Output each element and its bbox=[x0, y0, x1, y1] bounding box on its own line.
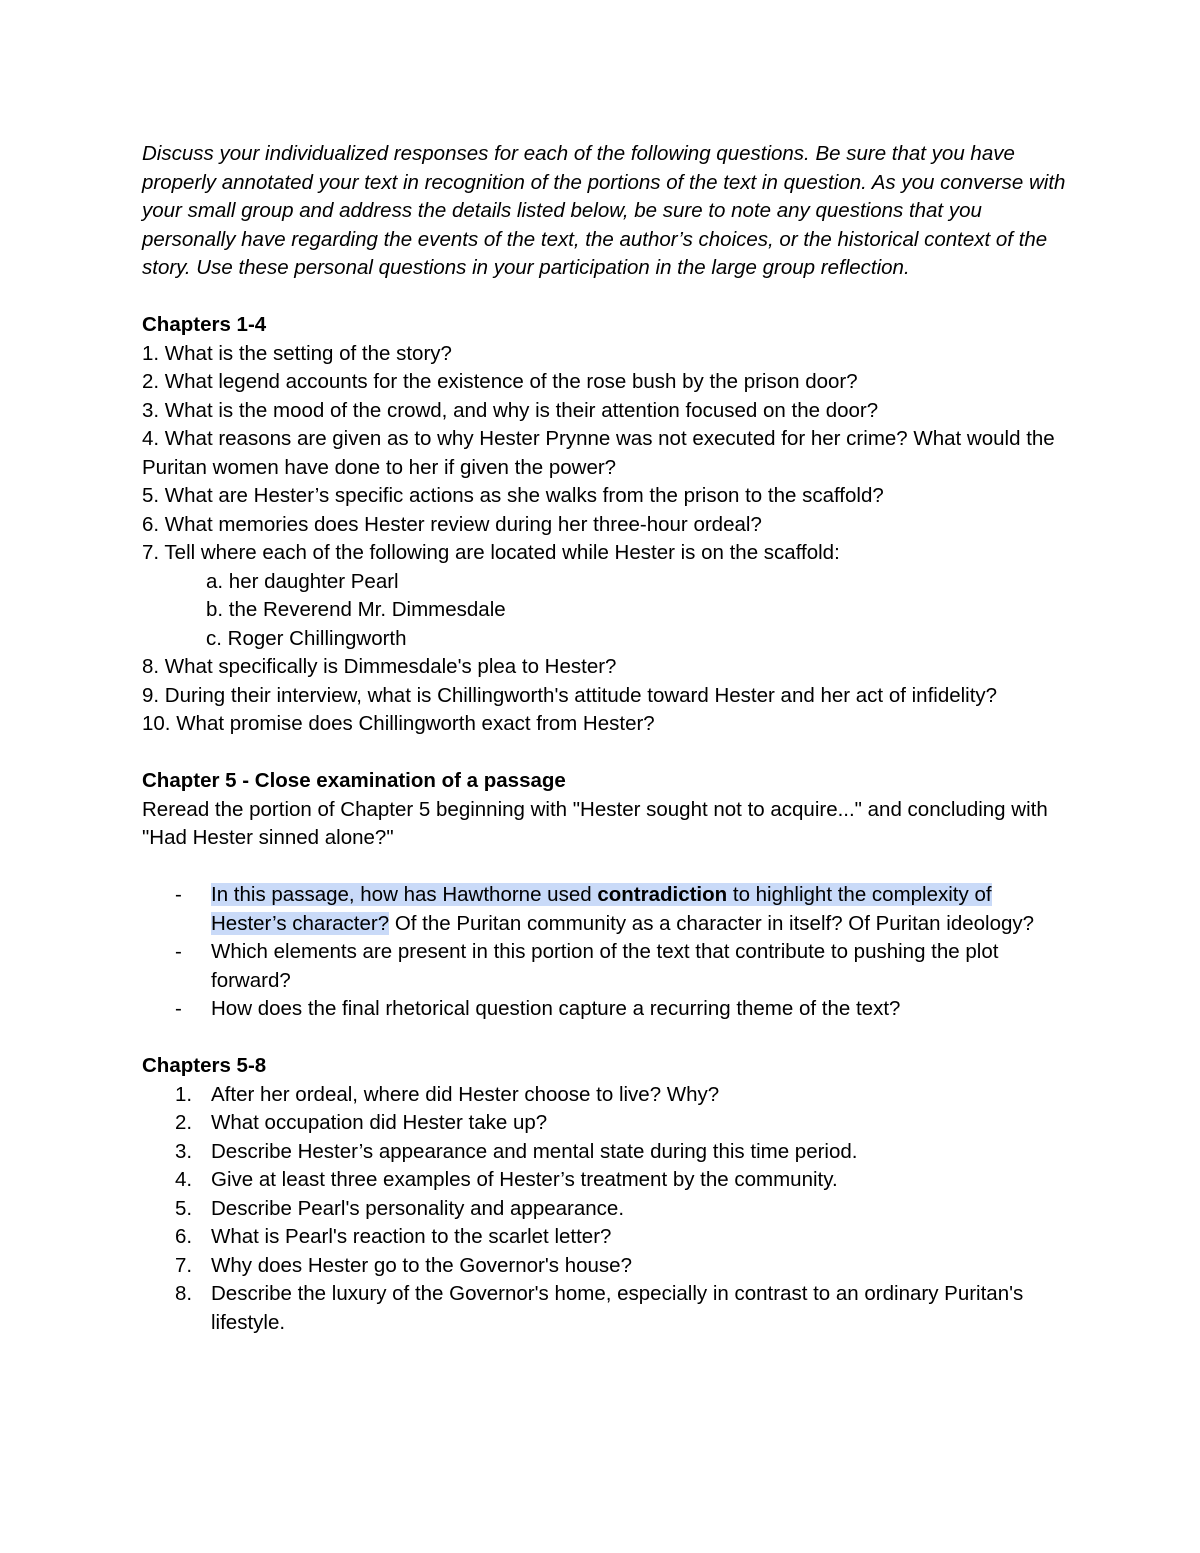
question-4: 4. What reasons are given as to why Hester Prynne was not executed for her crime? What would the Puritan women have done to her if given the power? bbox=[142, 427, 1055, 479]
bold-word: contradiction bbox=[597, 883, 728, 906]
bullet-1-part-2: to highlight the complexity of Hester’s character? bbox=[211, 883, 992, 935]
item-number: 1. bbox=[175, 1082, 193, 1106]
question-1: 1. What is the setting of the story? bbox=[142, 341, 452, 365]
section-heading-chapter-5: Chapter 5 - Close examination of a passage bbox=[142, 769, 566, 792]
chapters-1-4-questions bbox=[142, 340, 1072, 739]
dash-marker: - bbox=[175, 997, 182, 1020]
question-6: 6. What memories does Hester review during her three-hour ordeal? bbox=[142, 512, 762, 536]
list-item bbox=[142, 1252, 1072, 1281]
dash-marker: - bbox=[175, 883, 182, 906]
item-text: What is Pearl's reaction to the scarlet letter? bbox=[211, 1225, 612, 1248]
chapter-5-section bbox=[142, 767, 1072, 1024]
list-item bbox=[142, 1166, 1072, 1195]
list-item bbox=[142, 1280, 1072, 1337]
question-10: 10. What promise does Chillingworth exact from Hester? bbox=[142, 712, 655, 735]
item-text: Describe Hester’s appearance and mental state during this time period. bbox=[211, 1139, 858, 1163]
intro-paragraph bbox=[142, 140, 1072, 1337]
chapters-5-8-section bbox=[142, 1052, 1072, 1337]
item-number: 7. bbox=[175, 1253, 193, 1277]
bullet-item bbox=[142, 938, 1072, 995]
subitem-b: b. the Reverend Mr. Dimmesdale bbox=[206, 598, 506, 621]
chapter-5-bullets bbox=[142, 881, 1072, 1024]
item-number: 6. bbox=[175, 1225, 193, 1248]
section-heading-chapters-1-4: Chapters 1-4 bbox=[142, 313, 267, 336]
item-text: Describe the luxury of the Governor's home, especially in contrast to an ordinary Puritan's lifestyle. bbox=[211, 1282, 1024, 1334]
chapter-5-instruction: Reread the portion of Chapter 5 beginning with "Hester sought not to acquire..." and concluding with "Had Hester sinned alone?" bbox=[142, 797, 1048, 849]
subitem-c: c. Roger Chillingworth bbox=[206, 626, 407, 650]
bullet-1-part-1: In this passage, how has Hawthorne used bbox=[211, 883, 598, 906]
item-number: 8. bbox=[175, 1282, 193, 1305]
spacer bbox=[142, 1024, 1072, 1053]
item-text: Give at least three examples of Hester’s treatment by the community. bbox=[211, 1168, 838, 1191]
spacer bbox=[142, 853, 1072, 882]
item-text: What occupation did Hester take up? bbox=[211, 1111, 548, 1134]
item-text: Why does Hester go to the Governor's house? bbox=[211, 1253, 632, 1277]
question-5: 5. What are Hester’s specific actions as she walks from the prison to the scaffold? bbox=[142, 484, 884, 507]
list-item bbox=[142, 1081, 1072, 1110]
list-item bbox=[142, 1138, 1072, 1167]
section-heading-chapters-5-8: Chapters 5-8 bbox=[142, 1054, 267, 1077]
chapters-5-8-questions bbox=[142, 1081, 1072, 1338]
bullet-item bbox=[142, 881, 1072, 938]
question-9: 9. During their interview, what is Chillingworth's attitude toward Hester and her act of infidelity? bbox=[142, 683, 998, 707]
item-number: 2. bbox=[175, 1111, 193, 1134]
list-item bbox=[142, 1223, 1072, 1252]
item-number: 5. bbox=[175, 1196, 193, 1220]
intro-text: Discuss your individualized responses for each of the following questions. Be sure that you have properly annotated your text in recognition of the portions of the text in question. As you converse with your small group and address the details listed below, be sure to note any questions that you personally have regarding the events of the text, the author’s choices, or the historical context of the story. Use these personal questions in your participation in the large group reflection. bbox=[142, 142, 1066, 279]
question-7: 7. Tell where each of the following are located while Hester is on the scaffold: bbox=[142, 541, 840, 564]
spacer bbox=[142, 283, 1072, 312]
spacer bbox=[142, 739, 1072, 768]
item-number: 3. bbox=[175, 1139, 193, 1163]
list-item bbox=[142, 1109, 1072, 1138]
bullet-1-part-3: Of the Puritan community as a character in itself? Of Puritan ideology? bbox=[389, 911, 1035, 935]
bullet-3-text: How does the final rhetorical question capture a recurring theme of the text? bbox=[211, 997, 901, 1020]
item-number: 4. bbox=[175, 1168, 193, 1191]
question-2: 2. What legend accounts for the existence of the rose bush by the prison door? bbox=[142, 370, 858, 393]
list-item bbox=[142, 1195, 1072, 1224]
bullet-item bbox=[142, 995, 1072, 1024]
dash-marker: - bbox=[175, 940, 182, 963]
bullet-2-text: Which elements are present in this portion of the text that contribute to pushing the plot forward? bbox=[211, 940, 999, 992]
question-8: 8. What specifically is Dimmesdale's plea to Hester? bbox=[142, 655, 617, 678]
item-text: Describe Pearl's personality and appearance. bbox=[211, 1196, 625, 1220]
question-3: 3. What is the mood of the crowd, and why is their attention focused on the door? bbox=[142, 398, 879, 422]
subitem-a: a. her daughter Pearl bbox=[206, 569, 399, 593]
question-7-subitems bbox=[142, 568, 1072, 654]
item-text: After her ordeal, where did Hester choose to live? Why? bbox=[211, 1082, 720, 1106]
